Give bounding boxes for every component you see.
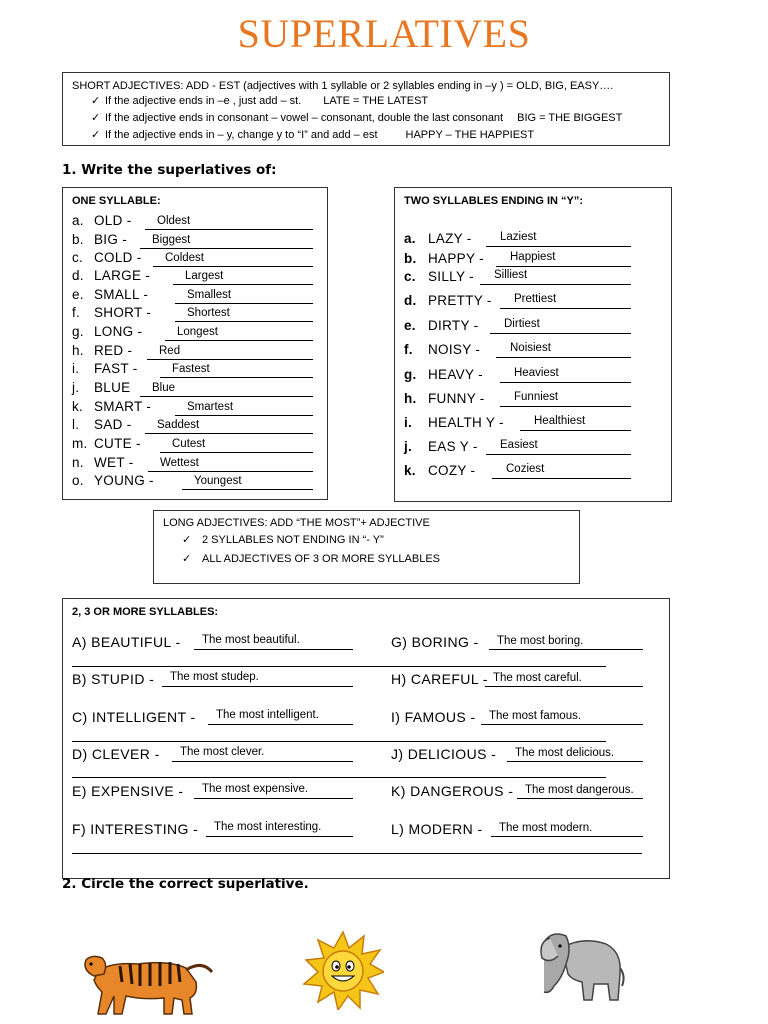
two-syllables-row — [404, 415, 504, 430]
item-letter: g. — [72, 324, 84, 339]
blank-line[interactable] — [72, 666, 606, 667]
answer-line[interactable] — [208, 724, 353, 725]
one-syllable-row — [72, 268, 150, 283]
answer-text[interactable]: Coldest — [165, 252, 204, 264]
one-syllable-row — [72, 455, 134, 470]
answer-text[interactable]: The most intelligent. — [216, 709, 319, 721]
item-letter: e. — [404, 318, 416, 333]
one-syllable-row — [72, 305, 151, 320]
checkmark-icon: ✓ — [91, 95, 101, 107]
answer-line[interactable] — [145, 229, 313, 230]
checkmark-icon: ✓ — [91, 129, 101, 141]
blank-line[interactable] — [72, 853, 642, 854]
adjective-label: LAZY - — [428, 231, 472, 246]
adjective-label: SMART - — [94, 399, 152, 414]
two-syllables-row — [404, 293, 492, 308]
adjective-label: BIG - — [94, 232, 128, 247]
item-letter: l. — [72, 417, 80, 432]
answer-line[interactable] — [486, 246, 631, 247]
two-syllables-row — [404, 318, 478, 333]
item-letter: f. — [72, 305, 81, 320]
adjective-label: OLD - — [94, 213, 132, 228]
adjective-label: SHORT - — [94, 305, 152, 320]
answer-text[interactable]: Cutest — [172, 438, 206, 450]
elephant-image — [532, 928, 628, 1006]
one-syllable-box — [62, 187, 328, 500]
answer-line[interactable] — [496, 266, 631, 267]
more-left-label: F) INTERESTING - — [72, 821, 199, 837]
answer-line[interactable] — [500, 406, 631, 407]
rule-cvc: ✓ If the adjective ends in consonant – vowel – consonant, double the last consonant BIG = THE BIGGEST — [91, 112, 623, 124]
adjective-label: BLUE — [94, 380, 131, 395]
more-right-label: J) DELICIOUS - — [391, 746, 497, 762]
answer-text[interactable]: The most modern. — [499, 822, 593, 834]
one-syllable-row — [72, 213, 132, 228]
answer-text[interactable]: Coziest — [506, 463, 545, 475]
adjective-label: LARGE - — [94, 268, 151, 283]
answer-text[interactable]: Red — [159, 345, 181, 357]
answer-line[interactable] — [491, 836, 643, 837]
answer-line[interactable] — [490, 333, 631, 334]
rule-ends-e: ✓ If the adjective ends in –e , just add – st. LATE = THE LATEST — [91, 95, 429, 107]
adjective-label: HEALTH Y - — [428, 415, 504, 430]
sun-image — [302, 930, 384, 1010]
answer-line[interactable] — [496, 357, 631, 358]
answer-text[interactable]: Smallest — [187, 289, 232, 301]
item-letter: h. — [404, 391, 417, 406]
answer-text[interactable]: Largest — [185, 270, 224, 282]
two-syllables-row — [404, 391, 485, 406]
answer-text[interactable]: Prettiest — [514, 293, 557, 305]
item-letter: i. — [404, 415, 413, 430]
two-syllables-row — [404, 439, 478, 454]
more-syllables-heading: 2, 3 OR MORE SYLLABLES: — [72, 606, 219, 618]
answer-line[interactable] — [182, 489, 313, 490]
more-right-label: H) CAREFUL - — [391, 671, 488, 687]
answer-text[interactable]: The most studep. — [170, 671, 259, 683]
two-syllables-row — [404, 231, 472, 246]
answer-line[interactable] — [147, 359, 313, 360]
answer-line[interactable] — [145, 433, 313, 434]
one-syllable-row — [72, 287, 148, 302]
adjective-label: SAD - — [94, 417, 132, 432]
answer-line[interactable] — [175, 321, 313, 322]
answer-line[interactable] — [492, 478, 631, 479]
two-syllables-row — [404, 251, 484, 266]
item-letter: n. — [72, 455, 84, 470]
two-syllables-row — [404, 342, 480, 357]
adjective-label: NOISY - — [428, 342, 481, 357]
item-letter: d. — [404, 293, 417, 308]
more-right-label: G) BORING - — [391, 634, 479, 650]
answer-line[interactable] — [172, 761, 353, 762]
answer-text[interactable]: Funniest — [514, 391, 559, 403]
item-letter: j. — [72, 380, 80, 395]
answer-text[interactable]: The most careful. — [493, 672, 582, 684]
answer-text[interactable]: The most famous. — [489, 710, 582, 722]
answer-line[interactable] — [486, 454, 631, 455]
answer-text[interactable]: Easiest — [500, 439, 538, 451]
answer-text[interactable]: Silliest — [494, 269, 528, 281]
two-syllables-box — [394, 187, 672, 502]
item-letter: d. — [72, 268, 84, 283]
answer-text[interactable]: The most beautiful. — [202, 634, 300, 646]
answer-line[interactable] — [140, 248, 313, 249]
more-right-label: K) DANGEROUS - — [391, 783, 514, 799]
answer-line[interactable] — [175, 303, 313, 304]
adjective-label: HEAVY - — [428, 367, 483, 382]
one-syllable-row — [72, 324, 142, 339]
item-letter: e. — [72, 287, 84, 302]
adjective-label: YOUNG - — [94, 473, 154, 488]
item-letter: i. — [72, 361, 80, 376]
answer-text[interactable]: Heaviest — [514, 367, 559, 379]
answer-text[interactable]: Fastest — [172, 363, 210, 375]
one-syllable-row — [72, 343, 132, 358]
two-syllables-heading: TWO SYLLABLES ENDING IN “Y”: — [404, 195, 584, 207]
answer-line[interactable] — [481, 724, 643, 725]
tiger-image — [78, 942, 218, 1018]
more-right-label: L) MODERN - — [391, 821, 483, 837]
adjective-label: SILLY - — [428, 269, 474, 284]
adjective-label: DIRTY - — [428, 318, 479, 333]
answer-line[interactable] — [500, 382, 631, 383]
answer-text[interactable]: The most expensive. — [202, 783, 309, 795]
checkmark-icon: ✓ — [182, 534, 192, 546]
item-letter: c. — [404, 269, 416, 284]
one-syllable-row — [72, 473, 154, 488]
answer-line[interactable] — [194, 649, 353, 650]
adjective-label: CUTE - — [94, 436, 141, 451]
answer-text[interactable]: The most interesting. — [214, 821, 322, 833]
one-syllable-row — [72, 361, 138, 376]
item-letter: a. — [72, 213, 84, 228]
page-title: SUPERLATIVES — [237, 11, 531, 56]
one-syllable-row — [72, 232, 127, 247]
two-syllables-row — [404, 463, 475, 478]
answer-text[interactable]: The most delicious. — [515, 747, 615, 759]
item-letter: b. — [404, 251, 417, 266]
answer-line[interactable] — [500, 308, 631, 309]
long-adjectives-rule-2: ✓ 2 SYLLABLES NOT ENDING IN “- Y” — [182, 534, 384, 546]
more-left-label: A) BEAUTIFUL - — [72, 634, 181, 650]
exercise-2-heading: 2. Circle the correct superlative. — [62, 876, 309, 892]
answer-text[interactable]: Saddest — [157, 419, 200, 431]
item-letter: j. — [404, 439, 413, 454]
answer-text[interactable]: The most boring. — [497, 635, 584, 647]
answer-text[interactable]: Blue — [152, 382, 176, 394]
answer-line[interactable] — [480, 284, 631, 285]
adjective-label: FAST - — [94, 361, 138, 376]
rules-box — [62, 72, 670, 146]
answer-text[interactable]: Biggest — [152, 234, 191, 246]
item-letter: o. — [72, 473, 84, 488]
adjective-label: HAPPY - — [428, 251, 484, 266]
item-letter: g. — [404, 367, 417, 382]
answer-line[interactable] — [173, 284, 313, 285]
answer-text[interactable]: The most clever. — [180, 746, 265, 758]
answer-text[interactable]: Shortest — [187, 307, 230, 319]
more-left-label: B) STUPID - — [72, 671, 155, 687]
answer-line[interactable] — [520, 430, 631, 431]
one-syllable-row — [72, 417, 132, 432]
one-syllable-row — [72, 250, 142, 265]
blank-line[interactable] — [72, 777, 606, 778]
answer-line[interactable] — [162, 686, 353, 687]
two-syllables-row — [404, 269, 474, 284]
answer-line[interactable] — [517, 798, 643, 799]
answer-line[interactable] — [175, 415, 313, 416]
answer-text[interactable]: Dirtiest — [504, 318, 540, 330]
answer-text[interactable]: Youngest — [194, 475, 242, 487]
answer-text[interactable]: Happiest — [510, 251, 556, 263]
answer-line[interactable] — [160, 452, 313, 453]
more-left-label: D) CLEVER - — [72, 746, 160, 762]
answer-line[interactable] — [206, 836, 353, 837]
adjective-label: COZY - — [428, 463, 476, 478]
answer-text[interactable]: Longest — [177, 326, 218, 338]
answer-line[interactable] — [507, 761, 643, 762]
more-left-label: E) EXPENSIVE - — [72, 783, 184, 799]
one-syllable-row — [72, 380, 130, 395]
answer-text[interactable]: Healthiest — [534, 415, 586, 427]
item-letter: f. — [404, 342, 413, 357]
adjective-label: FUNNY - — [428, 391, 485, 406]
rule-short-adjectives: SHORT ADJECTIVES: ADD - EST (adjectives with 1 syllable or 2 syllables ending in –y ) = OLD, BIG, EASY…. — [72, 80, 614, 92]
adjective-label: SMALL - — [94, 287, 149, 302]
adjective-label: WET - — [94, 455, 134, 470]
item-letter: a. — [404, 231, 416, 246]
item-letter: k. — [72, 399, 84, 414]
long-adjectives-rule: LONG ADJECTIVES: ADD “THE MOST”+ ADJECTIVE — [163, 517, 430, 529]
long-adjectives-box — [153, 510, 580, 584]
item-letter: c. — [72, 250, 84, 265]
more-syllables-box — [62, 598, 670, 879]
checkmark-icon: ✓ — [91, 112, 101, 124]
adjective-label: RED - — [94, 343, 133, 358]
answer-text[interactable]: Noisiest — [510, 342, 551, 354]
answer-line[interactable] — [165, 340, 313, 341]
one-syllable-heading: ONE SYLLABLE: — [72, 195, 161, 207]
two-syllables-row — [404, 367, 483, 382]
exercise-1-heading: 1. Write the superlatives of: — [62, 162, 277, 178]
answer-line[interactable] — [485, 686, 643, 687]
answer-line[interactable] — [489, 649, 643, 650]
answer-text[interactable]: Wettest — [160, 457, 199, 469]
answer-text[interactable]: Laziest — [500, 231, 537, 243]
item-letter: b. — [72, 232, 84, 247]
more-right-label: I) FAMOUS - — [391, 709, 476, 725]
blank-line[interactable] — [72, 741, 606, 742]
item-letter: m. — [72, 436, 88, 451]
answer-text[interactable]: Oldest — [157, 215, 191, 227]
adjective-label: EAS Y - — [428, 439, 478, 454]
item-letter: h. — [72, 343, 84, 358]
rule-ends-y: ✓ If the adjective ends in – y, change y to “I” and add – est HAPPY – THE HAPPIEST — [91, 129, 535, 141]
answer-text[interactable]: Smartest — [187, 401, 234, 413]
one-syllable-row — [72, 399, 151, 414]
adjective-label: LONG - — [94, 324, 143, 339]
answer-line[interactable] — [148, 471, 313, 472]
answer-line[interactable] — [194, 798, 353, 799]
more-left-label: C) INTELLIGENT - — [72, 709, 196, 725]
answer-line[interactable] — [153, 266, 313, 267]
one-syllable-row — [72, 436, 141, 451]
answer-text[interactable]: The most dangerous. — [525, 784, 634, 796]
item-letter: k. — [404, 463, 416, 478]
adjective-label: COLD - — [94, 250, 142, 265]
checkmark-icon: ✓ — [182, 553, 192, 565]
answer-line[interactable] — [140, 396, 313, 397]
answer-line[interactable] — [160, 377, 313, 378]
long-adjectives-rule-3: ✓ ALL ADJECTIVES OF 3 OR MORE SYLLABLES — [182, 553, 441, 565]
adjective-label: PRETTY - — [428, 293, 492, 308]
